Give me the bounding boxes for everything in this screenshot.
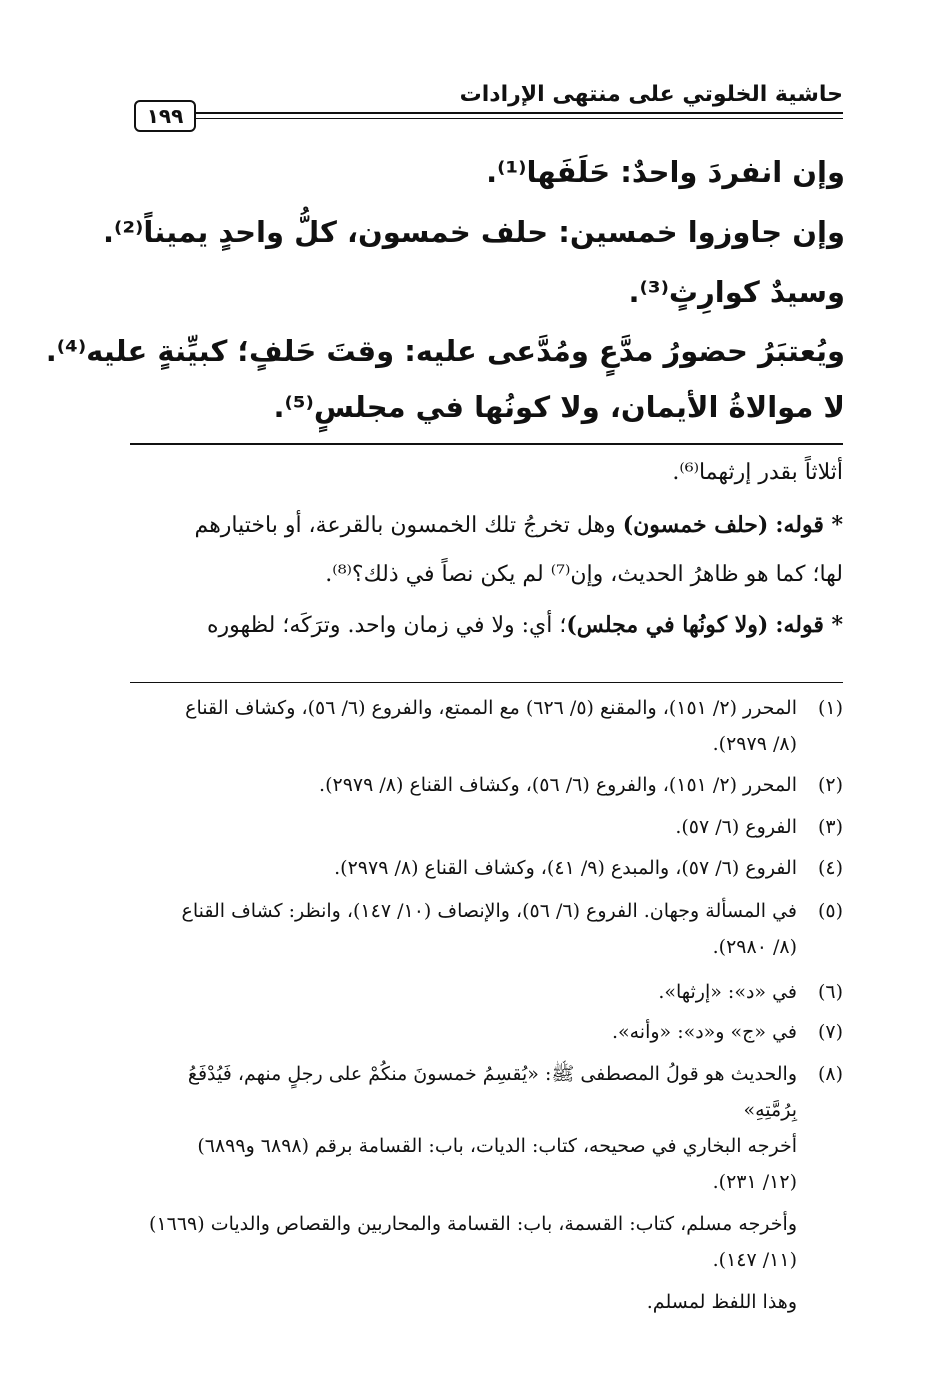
sharh-line-1: أثلاثاً بقدر إرثهما⁽⁶⁾. <box>672 460 843 485</box>
footnote-text: (١١/ ١٤٧). <box>712 1249 797 1271</box>
footnote-text: (١٢/ ٢٣١). <box>712 1171 797 1193</box>
footnote-text: في المسألة وجهان. الفروع (٦/ ٥٦)، والإنصاف (١٠/ ١٤٧)، وانظر: كشاف القناع <box>181 900 797 922</box>
footnote-1 <box>131 690 843 762</box>
footnote-number: (٣) <box>817 816 843 838</box>
footnote-text: المحرر (٢/ ١٥١)، والمقنع (٥/ ٦٢٦) مع الممتع، والفروع (٦/ ٥٦)، وكشاف القناع <box>185 697 797 719</box>
footnote-3 <box>131 809 843 845</box>
footnote-7 <box>131 1014 843 1050</box>
footnote-text: في «د»: «إرثها». <box>658 981 797 1003</box>
sharh-para-2-rest: ؛ أي: ولا في زمان واحد. وترَكَه؛ لظهوره <box>206 613 567 638</box>
sharh-para-1-quote: (حلف خمسون) <box>622 512 769 538</box>
sharh-para-1-marker: * قوله: <box>775 512 843 538</box>
sharh-para-2-marker: * قوله: <box>775 612 843 638</box>
sharh-para-2 <box>131 612 843 638</box>
footnote-text: (٨/ ٢٩٧٩). <box>712 733 797 755</box>
footnote-4 <box>131 850 843 886</box>
footnote-6 <box>131 974 843 1010</box>
sharh-para-2-quote: (ولا كونُها في مجلس) <box>566 612 769 638</box>
footnote-text: (٨/ ٢٩٨٠). <box>712 936 797 958</box>
matn-line-1: وإن انفردَ واحدٌ: حَلَفَها⁽¹⁾. <box>486 155 845 189</box>
matn-line-4: ويُعتبَرُ حضورُ مدَّعٍ ومُدَّعى عليه: وقتَ حَلفٍ؛ كبيِّنةٍ عليه⁽⁴⁾. <box>45 334 845 368</box>
matn-divider <box>130 443 843 445</box>
footnote-text: أخرجه البخاري في صحيحه، كتاب: الديات، باب: القسامة برقم (٦٨٩٨ و٦٨٩٩) <box>197 1135 797 1157</box>
sharh-para-1-line-2: لها؛ كما هو ظاهرُ الحديث، وإن⁽⁷⁾ لم يكن نصاً في ذلك؟⁽⁸⁾. <box>325 562 843 587</box>
footnote-number: (١) <box>817 697 843 719</box>
footnote-text: في «ج» و«د»: «وأنه». <box>611 1021 797 1043</box>
footnote-text: وهذا اللفظ لمسلم. <box>646 1291 797 1313</box>
footnote-text: المحرر (٢/ ١٥١)، والفروع (٦/ ٥٦)، وكشاف القناع (٨/ ٢٩٧٩). <box>319 774 797 796</box>
footnote-8 <box>131 1056 843 1320</box>
footnote-number: (٨) <box>817 1063 843 1085</box>
footnote-text: وأخرجه مسلم، كتاب: القسمة، باب: القسامة والمحاربين والقصاص والديات (١٦٦٩) <box>149 1213 797 1235</box>
matn-line-3: وسيدٌ كوارِثٍ⁽³⁾. <box>628 275 845 309</box>
footnote-text: الفروع (٦/ ٥٧). <box>675 816 797 838</box>
header-rule <box>196 112 843 119</box>
sharh-para-1-line-1 <box>131 512 843 538</box>
matn-line-2: وإن جاوزوا خمسين: حلف خمسون، كلُّ واحدٍ يميناً⁽²⁾. <box>102 215 845 249</box>
footnote-text: الفروع (٦/ ٥٧)، والمبدع (٩/ ٤١)، وكشاف القناع (٨/ ٢٩٧٩). <box>334 857 797 879</box>
footnote-divider <box>130 682 843 683</box>
footnote-text: والحديث هو قولُ المصطفى ﷺ: «يُقسِمُ خمسونَ منكُمْ على رجلٍ منهم، فَيُدْفَعُ بِرُمَّتِهِ» <box>187 1063 797 1121</box>
footnote-2 <box>131 767 843 803</box>
sharh-para-1-rest: وهل تخرجُ تلك الخمسون بالقرعة، أو باختيارهم <box>194 513 616 538</box>
matn-line-5: لا موالاةُ الأيمان، ولا كونُها في مجلسٍ⁽⁵⁾. <box>273 390 845 424</box>
footnote-number: (٦) <box>817 981 843 1003</box>
footnote-5 <box>131 893 843 965</box>
running-header-title: حاشية الخلوتي على منتهى الإرادات <box>459 82 843 107</box>
page-number: ١٩٩ <box>134 100 196 132</box>
footnote-number: (٥) <box>817 900 843 922</box>
footnote-number: (٢) <box>817 774 843 796</box>
footnote-number: (٤) <box>817 857 843 879</box>
footnote-number: (٧) <box>817 1021 843 1043</box>
